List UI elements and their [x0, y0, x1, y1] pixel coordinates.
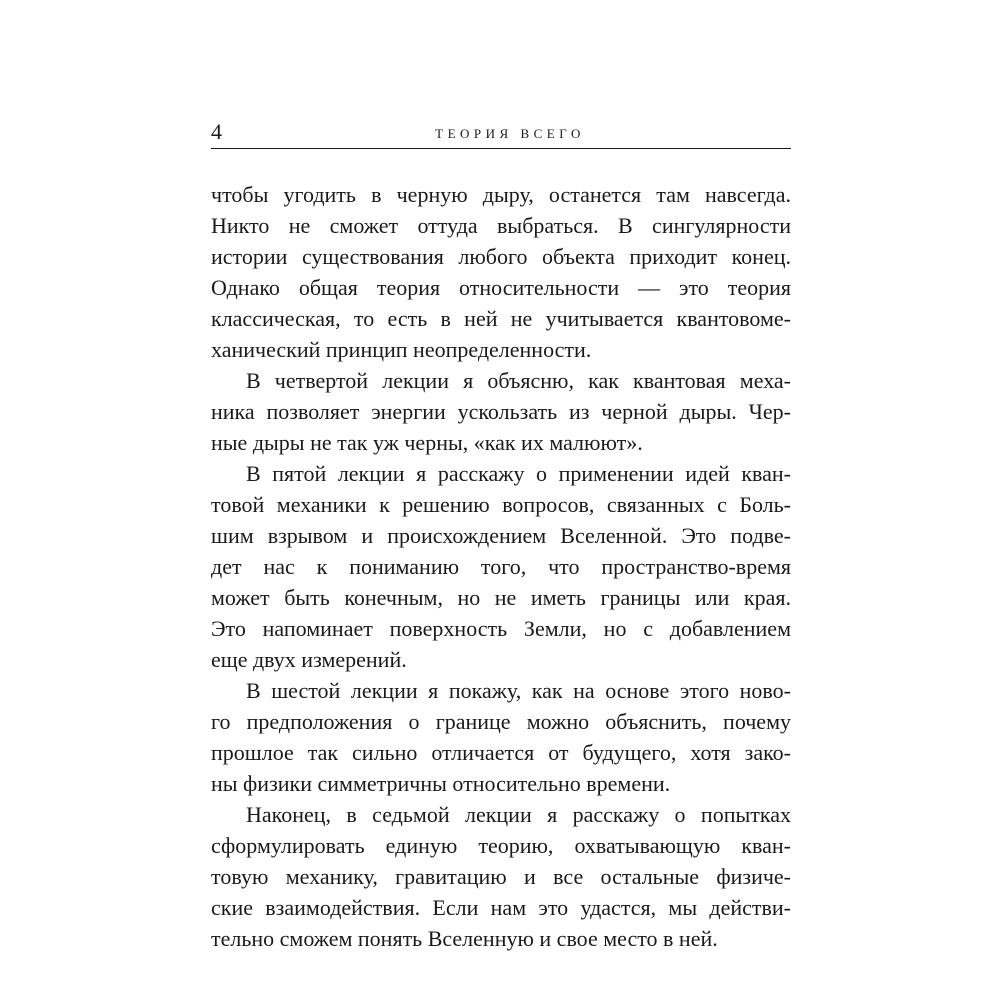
text-line: В шестой лекции я покажу, как на основе этого ново-: [246, 678, 791, 703]
text-line: ны физики симметричны относительно времени.: [211, 771, 671, 796]
page-number: 4: [211, 119, 222, 144]
text-line: еще двух измерений.: [211, 647, 407, 672]
text-line: товой механики к решению вопросов, связанных с Боль-: [211, 492, 791, 517]
paragraph: [211, 675, 791, 799]
text-line: прошлое так сильно отличается от будущего, хотя зако-: [211, 740, 791, 765]
text-line: чтобы угодить в черную дыру, останется там навсегда.: [211, 182, 791, 207]
text-line: шим взрывом и происхождением Вселенной. Это подве-: [211, 523, 791, 548]
text-line: В пятой лекции я расскажу о применении идей кван-: [246, 461, 791, 486]
running-head: [211, 118, 791, 149]
body-text: [211, 179, 791, 954]
text-line: истории существования любого объекта приходит конец.: [211, 244, 791, 269]
paragraph: [211, 458, 791, 675]
text-line: Никто не сможет оттуда выбраться. В сингулярности: [211, 213, 791, 238]
text-line: Наконец, в седьмой лекции я расскажу о попытках: [246, 802, 791, 827]
text-line: В четвертой лекции я объясню, как квантовая меха-: [246, 368, 791, 393]
text-line: дет нас к пониманию того, что пространство-время: [211, 554, 791, 579]
text-line: ские взаимодействия. Если нам это удастся, мы действи-: [211, 895, 791, 920]
text-line: го предположения о границе можно объяснить, почему: [211, 709, 791, 734]
text-line: классическая, то есть в ней не учитывается квантовоме-: [211, 306, 791, 331]
text-line: Однако общая теория относительности — это теория: [211, 275, 791, 300]
text-line: ника позволяет энергии ускользать из черной дыры. Чер-: [211, 399, 791, 424]
text-line: товую механику, гравитацию и все остальные физиче-: [211, 864, 791, 889]
text-line: Это напоминает поверхность Земли, но с добавлением: [211, 616, 791, 641]
text-line: сформулировать единую теорию, охватывающую кван-: [211, 833, 791, 858]
text-line: может быть конечным, но не иметь границы или края.: [211, 585, 791, 610]
running-title: ТЕОРИЯ ВСЕГО: [435, 126, 585, 141]
text-line: ханический принцип неопределенности.: [211, 337, 592, 362]
paragraph: [211, 799, 791, 954]
paragraph: [211, 179, 791, 365]
text-line: тельно сможем понять Вселенную и свое место в ней.: [211, 926, 718, 951]
text-line: ные дыры не так уж черны, «как их малюют».: [211, 430, 643, 455]
paragraph: [211, 365, 791, 458]
book-page: [211, 118, 791, 954]
